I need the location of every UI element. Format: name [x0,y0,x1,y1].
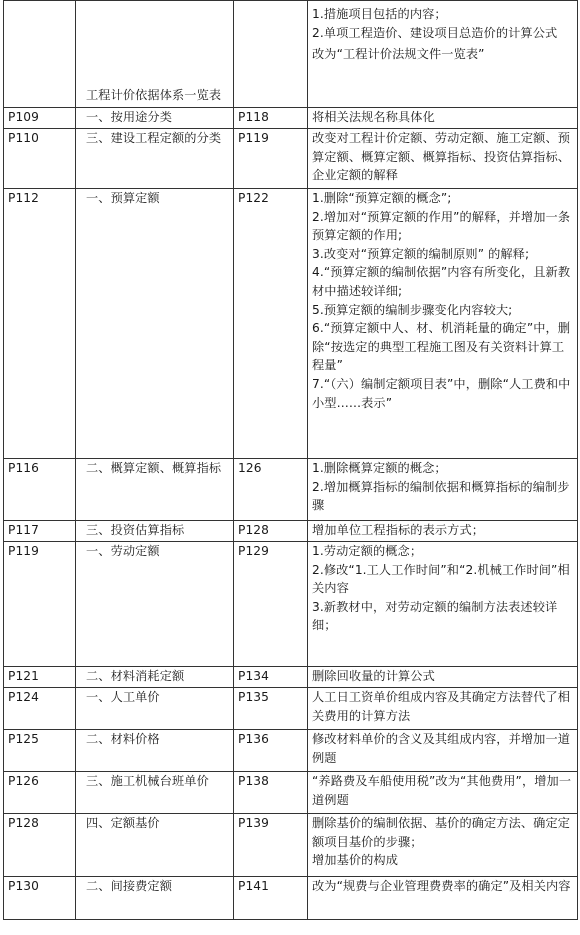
old-page-cell: P110 [4,129,76,189]
change-cell [308,459,578,521]
old-section-cell: 一、预算定额 [76,189,234,459]
change-cell [308,108,578,129]
old-page-cell: P121 [4,667,76,688]
change-line: 3.新教材中，对劳动定额的编制方法表述较详细； [312,599,558,633]
change-line: 1.删除概算定额的概念； [312,461,447,475]
change-line: 2.单项工程造价、建设项目总造价的计算公式 [312,25,558,40]
change-line: 删除回收量的计算公式 [312,669,435,683]
old-page-cell [4,1,76,108]
old-section-cell: 二、材料消耗定额 [76,667,234,688]
table-row [4,129,578,189]
change-line: 改为“工程计价法规文件一览表” [312,47,485,62]
old-section-cell: 二、材料价格 [76,730,234,772]
old-section-cell: 一、人工单价 [76,688,234,730]
old-section-cell: 工程计价依据体系一览表 [76,1,234,108]
change-line: 增加基价的构成 [312,853,399,868]
change-cell [308,521,578,542]
old-section-cell: 二、间接费定额 [76,877,234,920]
table-row [4,108,578,129]
change-cell [308,730,578,772]
old-page-cell: P116 [4,459,76,521]
old-page-cell: P124 [4,688,76,730]
change-cell [308,688,578,730]
table-row [4,814,578,877]
change-line: 人工日工资单价组成内容及其确定方法替代了相关费用的计算方法 [312,690,571,723]
table-row [4,667,578,688]
comparison-table [3,0,578,920]
new-page-cell: P135 [234,688,308,730]
change-line: 2.增加概算指标的编制依据和概算指标的编制步骤 [312,479,570,513]
new-page-cell: P128 [234,521,308,542]
old-page-cell: P109 [4,108,76,129]
change-line: 改变对工程计价定额、劳动定额、施工定额、预算定额、概算定额、概算指标、投资估算指标、企业定额的解释 [312,131,571,183]
change-line: 改为“规费与企业管理费费率的确定”及相关内容 [312,879,571,893]
old-page-cell: P130 [4,877,76,920]
change-line: 2.修改“1.工人工作时间”和“2.机械工作时间”相关内容 [312,562,570,596]
new-page-cell: 126 [234,459,308,521]
change-line: 3.改变对“预算定额的编制原则” 的解释; [312,246,530,261]
table-row [4,877,578,920]
change-cell [308,772,578,814]
change-cell [308,129,578,189]
old-page-cell: P117 [4,521,76,542]
old-page-cell: P112 [4,189,76,459]
change-cell [308,667,578,688]
change-line: 修改材料单价的含义及其组成内容，并增加一道例题 [312,732,571,765]
change-cell [308,1,578,108]
new-page-cell: P141 [234,877,308,920]
table-row [4,542,578,667]
change-cell [308,877,578,920]
new-page-cell: P118 [234,108,308,129]
change-line: 5.预算定额的编制步骤变化内容较大; [312,302,513,317]
table-row [4,730,578,772]
new-page-cell: P122 [234,189,308,459]
table-row [4,189,578,459]
change-line: 1.删除“预算定额的概念”; [312,191,452,205]
change-cell [308,542,578,667]
change-line: 删除基价的编制依据、基价的确定方法、确定定额项目基价的步骤； [312,816,571,849]
table-row [4,521,578,542]
change-line: 2.增加对“预算定额的作用”的解释，并增加一条预算定额的作用; [312,209,571,243]
old-page-cell: P128 [4,814,76,877]
table-row [4,688,578,730]
old-page-cell: P125 [4,730,76,772]
table-row [4,772,578,814]
table-row [4,1,578,108]
change-line: 6.“预算定额中人、材、机消耗量的确定”中，删除“按选定的典型工程施工图及有关资料计算工程量” [312,321,571,373]
old-section-cell: 二、概算定额、概算指标 [76,459,234,521]
change-line: 4.“预算定额的编制依据”内容有所变化，且新教材中描述较详细; [312,265,571,298]
old-section-cell: 四、定额基价 [76,814,234,877]
change-cell [308,189,578,459]
old-section-cell: 三、施工机械台班单价 [76,772,234,814]
new-page-cell: P138 [234,772,308,814]
new-page-cell: P136 [234,730,308,772]
change-line: 1.劳动定额的概念； [312,544,423,558]
old-section-cell: 三、建设工程定额的分类 [76,129,234,189]
old-section-cell: 三、投资估算指标 [76,521,234,542]
change-line: 7.“（六）编制定额项目表”中，删除“人工费和中小型……表示” [312,376,571,410]
new-page-cell: P134 [234,667,308,688]
new-page-cell: P119 [234,129,308,189]
change-line: 1.措施项目包括的内容； [312,7,447,21]
new-page-cell [234,1,308,108]
old-section-cell: 一、按用途分类 [76,108,234,129]
change-line: 将相关法规名称具体化 [312,110,435,124]
old-section-cell: 一、劳动定额 [76,542,234,667]
old-page-cell: P119 [4,542,76,667]
new-page-cell: P129 [234,542,308,667]
table-row [4,459,578,521]
new-page-cell: P139 [234,814,308,877]
change-line: “养路费及车船使用税”改为“其他费用”，增加一道例题 [312,774,572,807]
old-page-cell: P126 [4,772,76,814]
change-line: 增加单位工程指标的表示方式； [312,523,485,537]
change-cell [308,814,578,877]
